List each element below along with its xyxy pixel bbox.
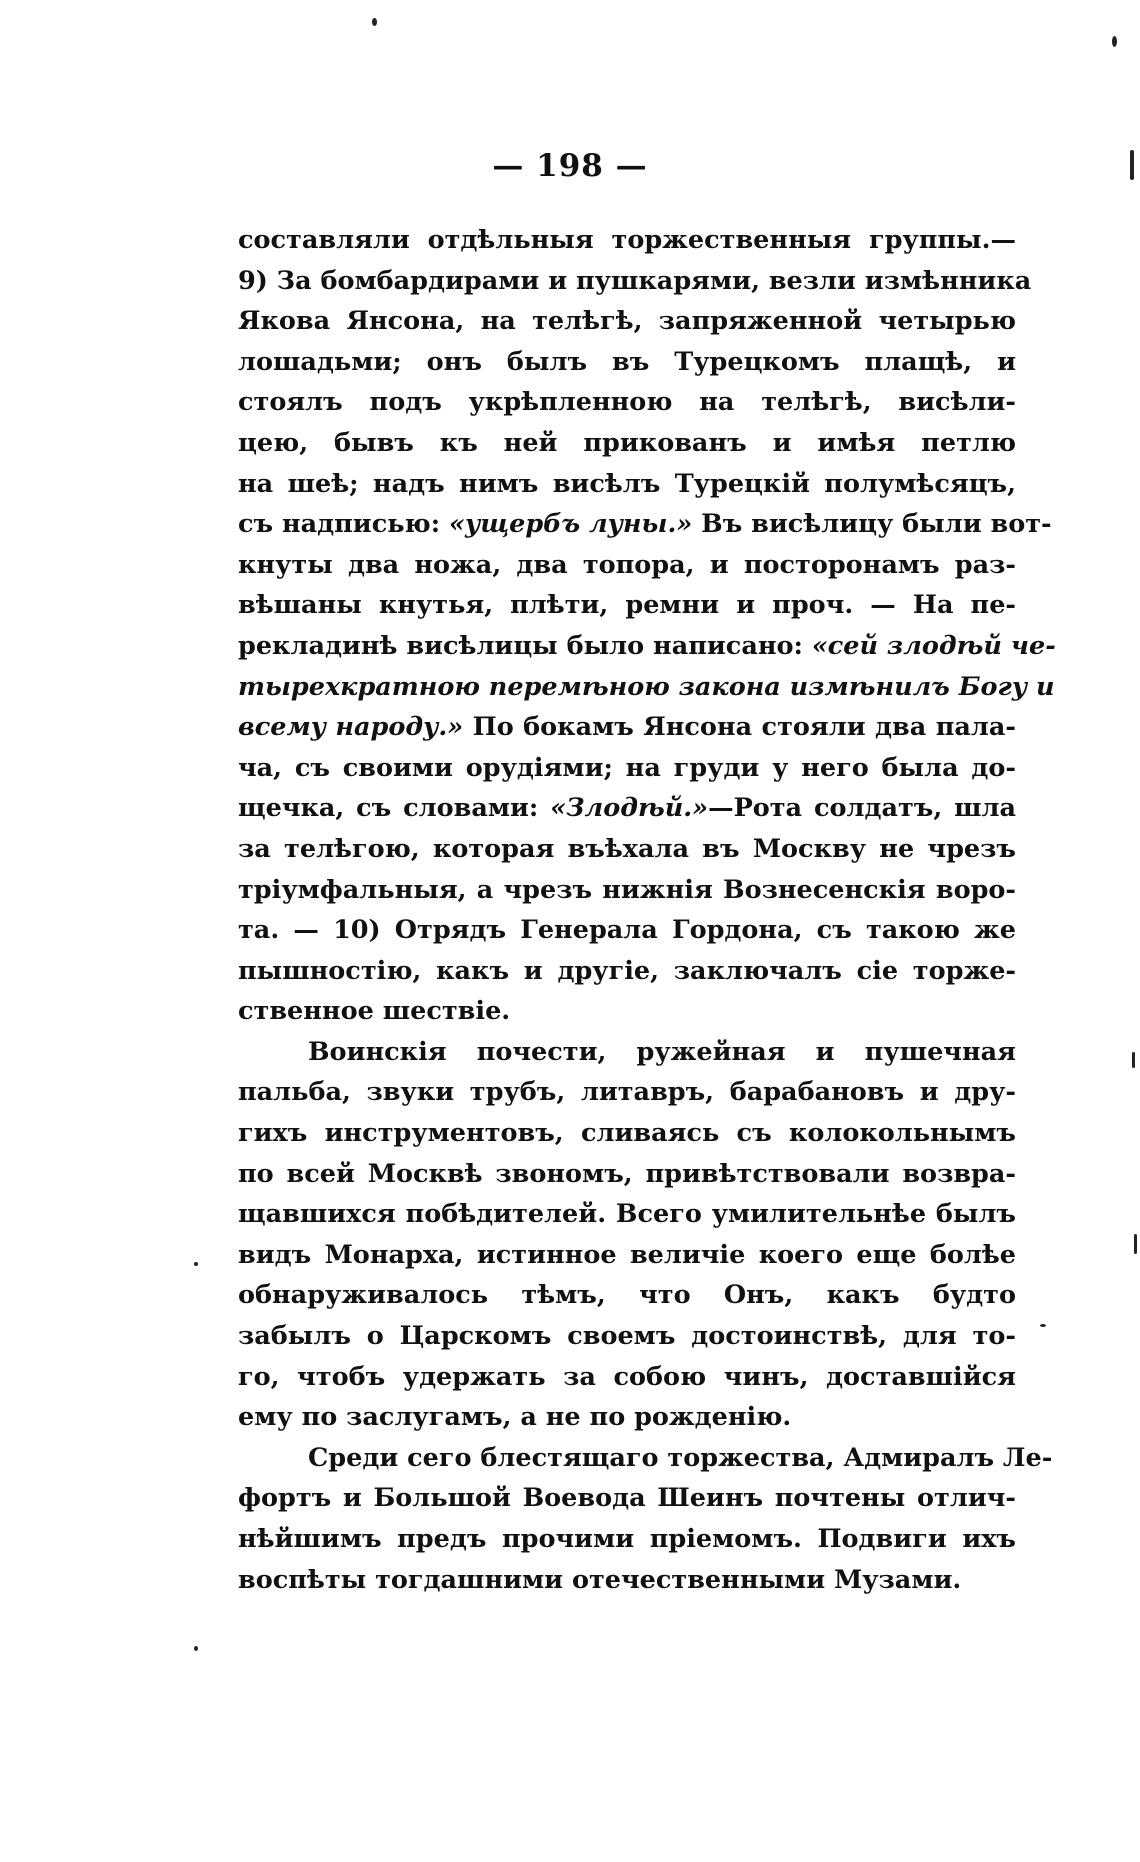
text-run: составляли отдѣльныя торжественныя группы.— <box>238 225 1016 255</box>
scan-speck <box>1132 1052 1135 1068</box>
text-run: щечка, съ словами: <box>238 793 551 824</box>
scan-speck <box>1112 36 1117 47</box>
text-line <box>238 1478 1016 1519</box>
text-run: стоялъ подъ укрѣпленною на телѣгѣ, висѣли- <box>238 387 1016 418</box>
text-run: щавшихся побѣдителей. Всего умилительнѣе былъ <box>238 1199 1016 1230</box>
text-run: ственное шествіе. <box>238 996 511 1027</box>
text-run: по всей Москвѣ звономъ, привѣтствовали возвра- <box>238 1158 1016 1189</box>
italic-text: «Злодѣй.» <box>550 793 709 824</box>
text-line <box>238 1438 1053 1479</box>
text-line <box>238 951 1016 992</box>
scan-speck <box>1134 1234 1137 1254</box>
text-run: вѣшаны кнутья, плѣти, ремни и проч. — На пе- <box>238 590 1016 621</box>
text-run: кнуты два ножа, два топора, и посторонамъ раз- <box>238 549 1016 580</box>
text-run: тріумфальныя, а чрезъ нижнія Вознесенскія воро- <box>238 874 1016 905</box>
text-run: нѣйшимъ предъ прочими пріемомъ. Подвиги ихъ <box>238 1524 1016 1554</box>
text-line <box>238 1113 1016 1154</box>
text-line <box>238 748 1016 789</box>
page-number: — 198 — <box>492 148 648 184</box>
text-run: Воинскія почести, ружейная и пушечная <box>308 1036 1016 1067</box>
italic-text: тырехкратною перемѣною закона измѣнилъ Богу и <box>238 671 1055 702</box>
text-run: рекладинѣ висѣлицы было написано: <box>238 630 812 661</box>
text-run: та. — 10) Отрядъ Генерала Гордона, съ такою же <box>238 915 1016 946</box>
scan-speck <box>1040 1324 1046 1327</box>
text-line <box>238 707 1016 748</box>
text-line <box>238 1519 1016 1560</box>
text-line <box>238 1316 1016 1357</box>
italic-text: «сей злодѣй че- <box>811 630 1056 661</box>
text-line <box>238 991 1016 1032</box>
text-run: Якова Янсона, на телѣгѣ, запряженной четырью <box>238 306 1016 337</box>
text-line <box>238 1032 1016 1073</box>
text-run: го, чтобъ удержать за собою чинъ, доставшійся <box>238 1361 1016 1392</box>
text-run: пышностію, какъ и другіе, заключалъ сіе торже- <box>238 955 1016 986</box>
text-run: ему по заслугамъ, а не по рожденію. <box>238 1402 792 1433</box>
text-run: на шеѣ; надъ нимъ висѣлъ Турецкій полумѣсяцъ, <box>238 468 1016 499</box>
text-run: —Рота солдатъ, шла <box>708 793 1016 824</box>
text-line <box>238 1194 1016 1235</box>
text-line <box>238 1072 1016 1113</box>
text-run: воспѣты тогдашними отечественными Музами. <box>238 1564 962 1595</box>
text-line <box>238 585 1016 626</box>
text-line <box>238 504 1052 545</box>
text-run: По бокамъ Янсона стояли два пала- <box>463 712 1016 743</box>
text-run: цею, бывъ къ ней прикованъ и имѣя петлю <box>238 427 1016 458</box>
text-line <box>238 220 1016 261</box>
text-run: Въ висѣлицу были вот- <box>692 509 1052 540</box>
text-run: обнаруживалось тѣмъ, что Онъ, какъ будто <box>238 1280 1016 1311</box>
text-line <box>238 464 1016 505</box>
text-line <box>238 1275 1016 1316</box>
text-line <box>238 423 1016 464</box>
text-line <box>238 910 1016 951</box>
text-run: фортъ и Большой Воевода Шеинъ почтены отлич- <box>238 1483 1016 1514</box>
text-run: лошадьми; онъ былъ въ Турецкомъ плащѣ, и <box>238 346 1016 377</box>
text-run: пальба, звуки трубъ, литавръ, барабановъ и дру- <box>238 1077 1016 1108</box>
text-run: гихъ инструментовъ, сливаясь съ колокольнымъ <box>238 1118 1016 1149</box>
text-run: 9) За бомбардирами и пушкарями, везли измѣнника <box>238 265 1032 296</box>
scan-speck <box>194 1646 198 1651</box>
scan-speck <box>1130 150 1134 180</box>
text-line <box>238 545 1016 586</box>
text-line <box>238 301 1016 342</box>
text-line <box>238 1397 1016 1438</box>
text-run: за телѣгою, которая въѣхала въ Москву не чрезъ <box>238 833 1016 864</box>
text-line <box>238 342 1016 383</box>
text-run: Среди сего блестящаго торжества, Адмиралъ Ле- <box>308 1442 1053 1473</box>
scan-speck <box>372 18 377 26</box>
text-line <box>238 667 1055 708</box>
text-run: ча, съ своими орудіями; на груди у него была до- <box>238 752 1016 783</box>
text-run: съ надписью: <box>238 509 449 540</box>
text-line <box>238 829 1016 870</box>
text-line <box>238 626 1056 667</box>
text-line <box>238 1235 1016 1276</box>
text-line <box>238 870 1016 911</box>
scan-speck <box>194 1262 198 1266</box>
body-text <box>238 220 1056 1600</box>
text-run: видъ Монарха, истинное величіе коего еще болѣе <box>238 1239 1016 1270</box>
italic-text: всему народу.» <box>238 712 464 743</box>
text-line <box>238 1357 1016 1398</box>
text-line <box>238 1560 1016 1601</box>
text-run: забылъ о Царскомъ своемъ достоинствѣ, для то- <box>238 1321 1016 1352</box>
text-line <box>238 788 1016 829</box>
text-line <box>238 382 1016 423</box>
text-line <box>238 261 1032 302</box>
italic-text: «ущербъ луны.» <box>449 509 693 540</box>
text-line <box>238 1154 1016 1195</box>
